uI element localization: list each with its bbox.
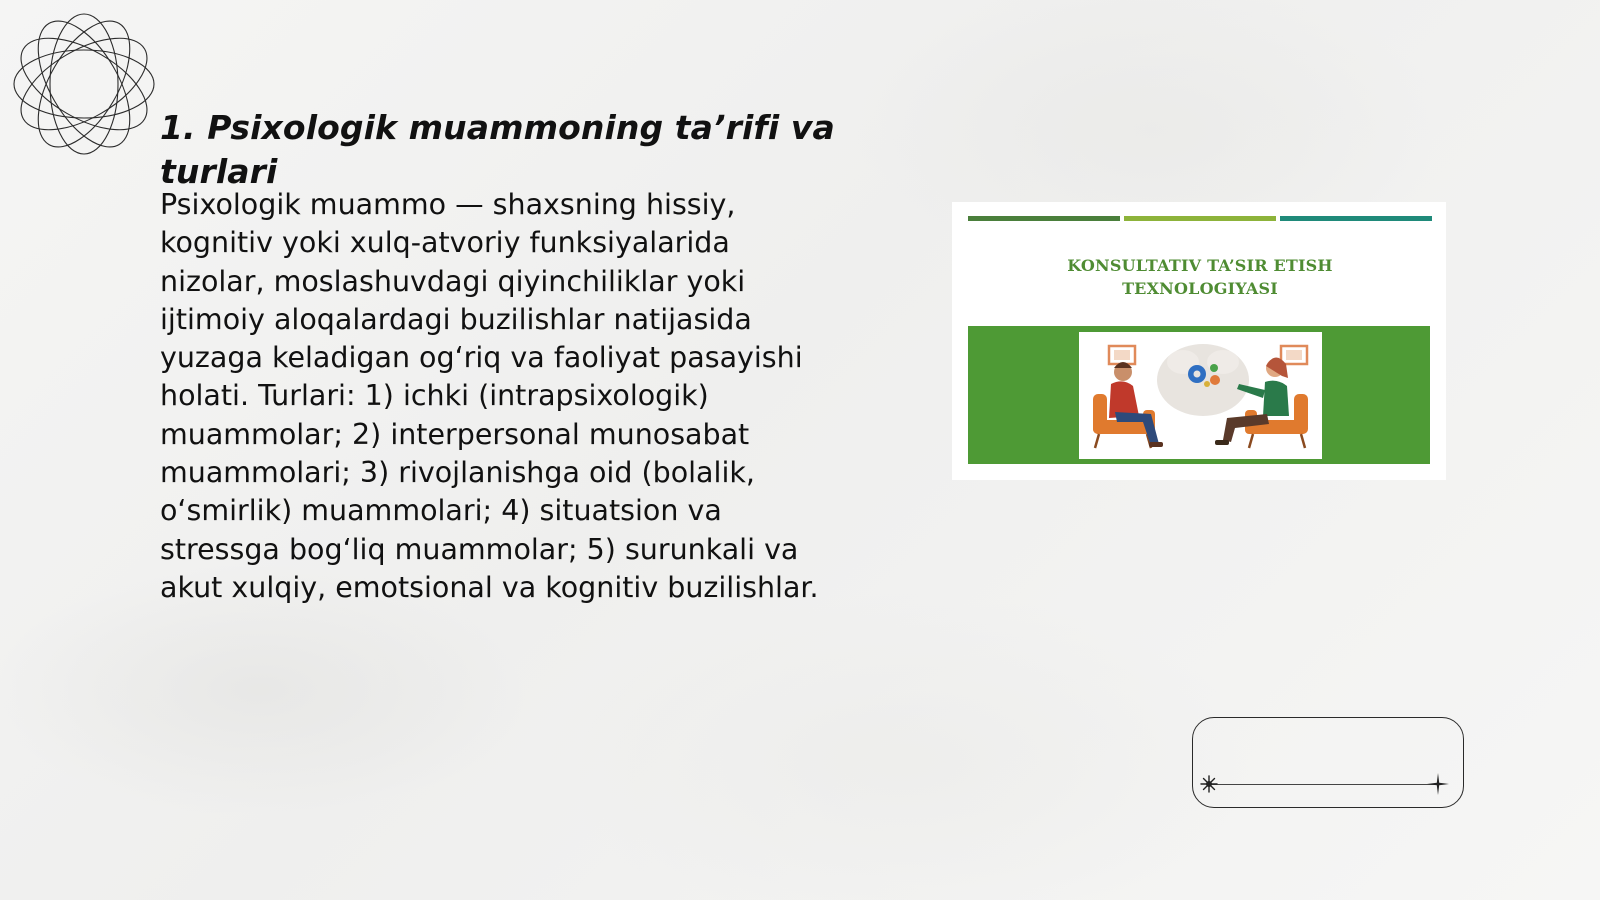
counseling-session-illustration — [1079, 332, 1322, 459]
cross-star-icon — [1427, 773, 1449, 795]
figure-title-line-2: TEXNOLOGIYASI — [1122, 279, 1278, 298]
figure-top-stripes — [968, 216, 1432, 221]
slide-body-text: Psixologik muammo — shaxsning hissiy, kognitiv yoki xulq-atvoriy funksiyalarida nizolar, moslashuvdagi qiyinchiliklar yoki ijtimoiy aloqalardagi buzilishlar natijasida yuzaga keladigan og‘riq va faoliyat pasayishi holati. Turlari: 1) ichki (intrapsixologik) muammolar; 2) interpersonal munosabat muammolari; 3) rivojlanishga oid (bolalik, o‘smirlik) muammolari; 4) situatsion va stressga bog‘liq muammolar; 5) surunkali va akut xulqiy, emotsional va kognitiv buzilishlar. — [160, 188, 819, 604]
figure-card — [952, 202, 1446, 480]
stripe-2 — [1124, 216, 1276, 221]
stripe-1 — [968, 216, 1120, 221]
figure-title-line-1: KONSULTATIV TA’SIR ETISH — [1067, 256, 1333, 275]
decorative-pill-frame — [1192, 717, 1464, 808]
figure-title — [992, 254, 1408, 300]
sparkle-icon — [1199, 774, 1219, 794]
stripe-3 — [1280, 216, 1432, 221]
pill-divider-line — [1209, 784, 1437, 785]
slide-title: 1. Psixologik muammoning ta’rifi va turlari — [160, 108, 835, 191]
orbit-rings-icon — [10, 10, 158, 158]
